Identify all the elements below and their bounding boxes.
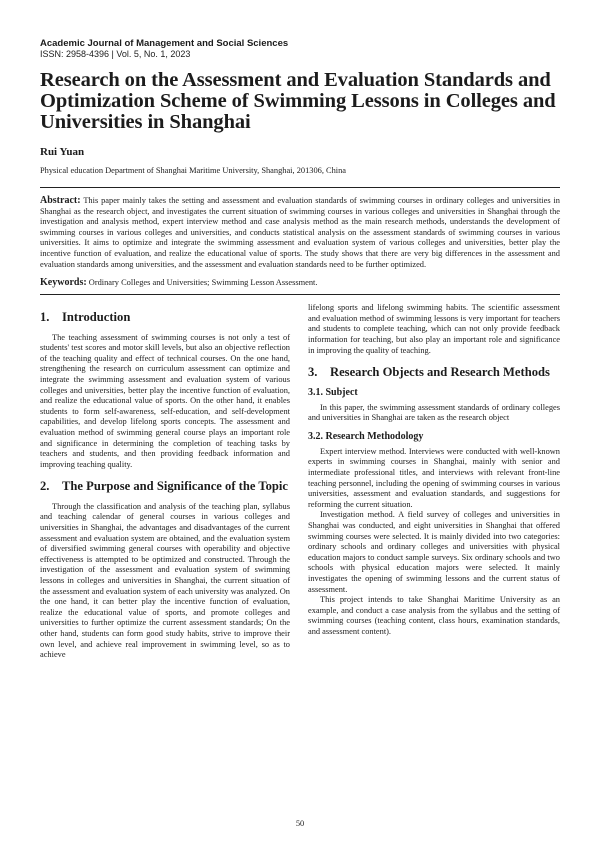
intro-paragraph: The teaching assessment of swimming courses is not only a test of students' test scores and motor skill levels, but also an objective reflection of the teaching quality and effect of technical courses. On the one hand, strengthening the research on curriculum assessment can optimize and integrate the swimming assessment and evaluation system of various colleges and universities, better play the incentive function of evaluation, and realize the educational value of sports. On the other hand, it enables students to form self-awareness, self-education, and self-development capabilities, and develop lifelong sports concepts. The assessment and evaluation method of swimming general course plays an important role and significance in determining the completion of teaching tasks by teachers and students, and then providing feedback information and improving teaching quality. [40, 332, 290, 469]
section-title: Introduction [62, 310, 131, 325]
methodology-paragraph-investigation: Investigation method. A field survey of colleges and universities in Shanghai was conducted, and eight universities in Shanghai that offered swimming courses were selected. It is mainly divided into two categories: ordinary schools and ordinary colleges and universities with physical education majors to conduct sample surveys. Six ordinary schools and two schools with physical education majors were selected. It mainly investigates the opening of swimming lessons and the current status of assessment. [308, 510, 560, 594]
section-title: The Purpose and Significance of the Topic [62, 479, 289, 494]
paper-title: Research on the Assessment and Evaluation Standards and Optimization Scheme of Swimming Lessons in Colleges and Universities in Shanghai [40, 69, 556, 133]
subsection-heading-subject: 3.1. Subject [308, 386, 358, 398]
section-number: 2. [40, 479, 50, 494]
section-number: 1. [40, 310, 50, 325]
keywords-text: Ordinary Colleges and Universities; Swimming Lesson Assessment. [88, 278, 318, 288]
keywords [40, 277, 560, 288]
author-affiliation: Physical education Department of Shanghai Maritime University, Shanghai, 201306, China [40, 166, 347, 175]
author-name: Rui Yuan [40, 146, 85, 158]
subsection-heading-methodology: 3.2. Research Methodology [308, 430, 424, 442]
issn-line: ISSN: 2958-4396 | Vol. 5, No. 1, 2023 [40, 49, 191, 59]
page-number: 50 [295, 819, 305, 828]
section-title: Research Objects and Research Methods [330, 365, 550, 380]
purpose-paragraph-continued: lifelong sports and lifelong swimming habits. The scientific assessment and evaluation method of swimming lessons is very important for teachers and students to complete teaching, which can not only provide feedback information for teaching, but also play an important role and significance in improving the quality of teaching. [308, 303, 560, 355]
abstract-text: This paper mainly takes the setting and assessment and evaluation standards of swimming courses in ordinary colleges and universities in Shanghai as the research object, and investigates the current situation of swimming courses in various colleges and universities in Shanghai through the investigation and analysis method, expert interview method and case analysis method as the main research methods, understands the development of swimming courses in various colleges and universities, and conducts statistical analysis on the assessment standards of swimming courses in various universities. It aims to optimize and integrate the swimming assessment and evaluation system of various colleges and universities, better play the incentive function of evaluation, and realize the educational value of sports. The study shows that there are very big differences in the assessment and evaluation standards among universities, and the assessment and evaluation standards need to be further optimized. [40, 196, 560, 269]
left-column [40, 303, 290, 661]
journal-name: Academic Journal of Management and Social Sciences [40, 38, 289, 49]
abstract-label: Abstract: [40, 195, 81, 206]
section-heading-introduction [40, 311, 290, 325]
keywords-label: Keywords: [40, 277, 87, 289]
right-column [308, 303, 560, 661]
purpose-paragraph: Through the classification and analysis of the teaching plan, syllabus and teaching calendar of general courses in various colleges and universities in Shanghai, the advantages and disadvantages of the current assessment and evaluation system are obtained, and the evaluation system of diversified swimming general courses with operability and objective effectiveness is attempted to be optimized and constructed. Through the investigation of the assessment and evaluation system of swimming lessons in colleges and universities in Shanghai, the current situation of the assessment and evaluation system of each university was analyzed. On the one hand, it can better play the incentive function of evaluation, realize the educational value of sports, and promote colleges and universities to further optimize the current assessment standards; On the other hand, students can form good study habits, strive to improve their own level, and achieve real improvement in swimming level, so as to achieve [40, 501, 290, 660]
abstract-divider [40, 294, 560, 295]
abstract [40, 196, 560, 270]
section-number: 3. [308, 365, 318, 380]
subject-paragraph: In this paper, the swimming assessment standards of ordinary colleges and universities in Shanghai are taken as the research object [308, 402, 560, 423]
header-divider [40, 187, 560, 188]
section-heading-purpose [40, 480, 290, 494]
body-columns [40, 303, 560, 661]
section-heading-methods [308, 366, 560, 380]
methodology-paragraph-case: This project intends to take Shanghai Maritime University as an example, and conduct a case analysis from the syllabus and the setting of swimming courses (teaching content, class hours, examination standards, and assessment content). [308, 595, 560, 636]
methodology-paragraph-interview: Expert interview method. Interviews were conducted with well-known experts in swimming courses in Shanghai, mainly with senior and intermediate professional titles, and interviews with relevant front-line teaching personnel, including the opening of swimming courses in various universities, assessment and evaluation standards, and suggestions for reforming the current situation. [308, 446, 560, 509]
